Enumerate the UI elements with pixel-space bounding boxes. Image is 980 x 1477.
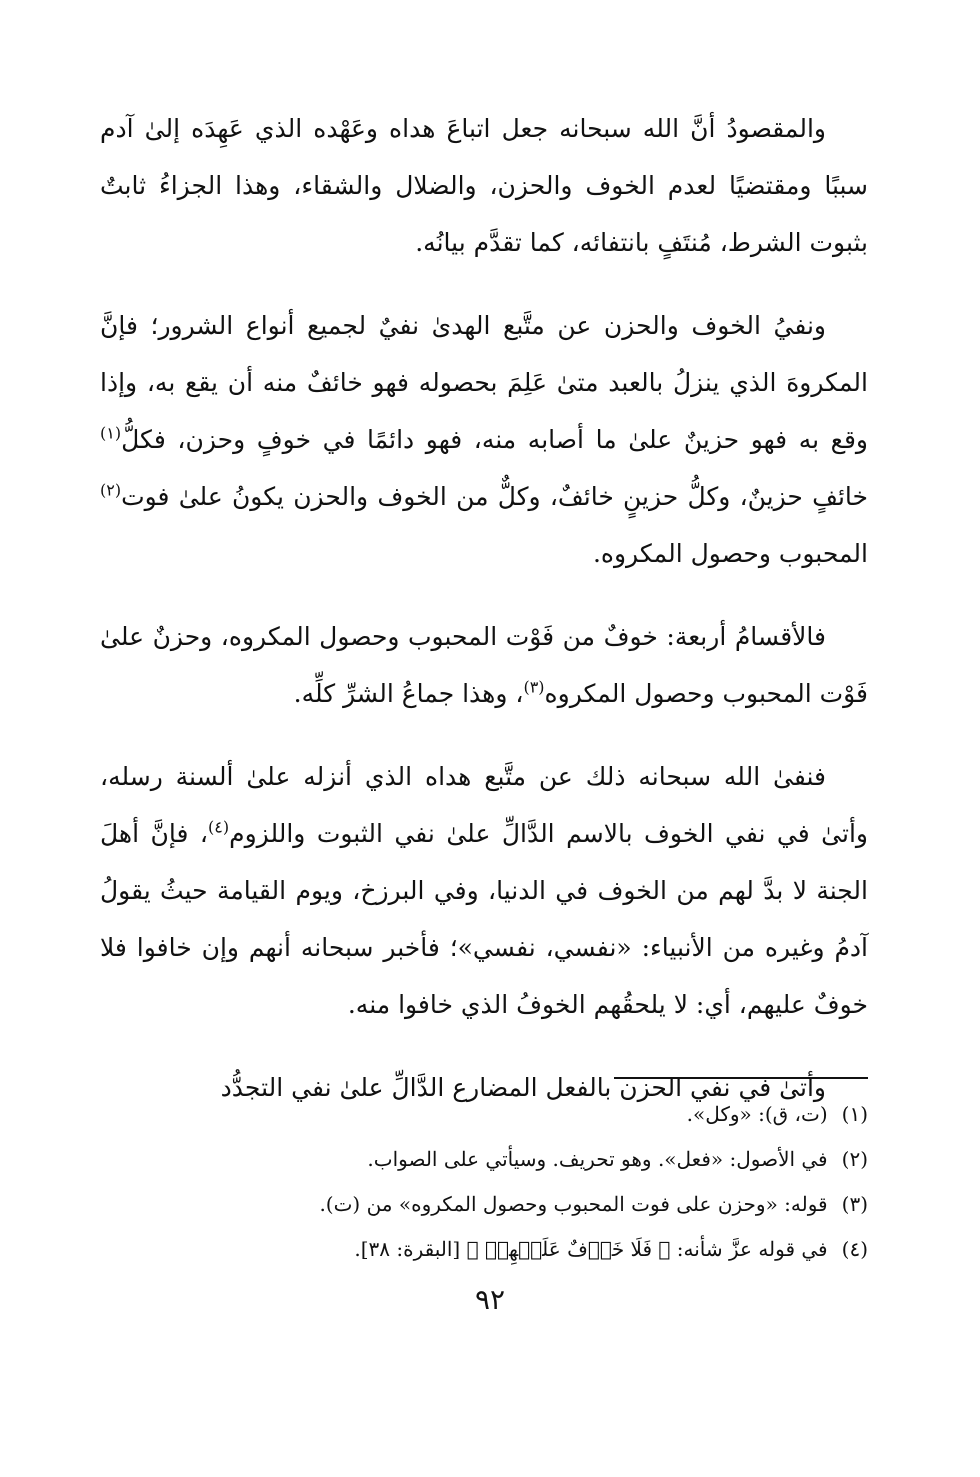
paragraph: وأتىٰ في نفي الحزن بالفعل المضارع الدَّالِّ علىٰ نفي التجدُّد — [220, 1073, 826, 1102]
footnotes — [100, 1092, 868, 1272]
footnote — [100, 1227, 868, 1272]
footnote-marker[interactable]: (١) — [100, 423, 122, 443]
footnote-marker[interactable]: (٣) — [523, 677, 545, 697]
footnote-number: (١) — [841, 1102, 868, 1126]
paragraph: والمقصودُ أنَّ الله سبحانه جعل اتباعَ هداه وعَهْده الذي عَهِدَه إلىٰ آدم سببًا ومقتضيًا لعدم الخوف والحزن، والضلال والشقاء، وهذا الجزاءُ ثابتٌ بثبوت الشرط، مُنتَفٍ بانتفائه، كما تقدَّم بيانُه. — [100, 114, 868, 257]
footnote-number: (٢) — [841, 1147, 868, 1171]
footnote-marker[interactable]: (٢) — [100, 480, 122, 500]
footnote-marker[interactable]: (٤) — [208, 817, 230, 837]
footnote-text: في قوله عزَّ شأنه: ﴿ فَلَا خَوۡفٌ عَلَيۡهِمۡ ﴾ [البقرة: ٣٨]. — [354, 1237, 828, 1261]
main-text — [100, 100, 868, 1116]
paragraph: ونفيُ الخوف والحزن عن متَّبع الهدىٰ نفيٌ لجميع أنواع الشرور؛ فإنَّ المكروهَ الذي ينزلُ بالعبد متىٰ عَلِمَ بحصوله فهو خائفٌ منه أن يقع به، وإذا وقع به فهو حزينٌ علىٰ ما أصابه منه، فهو دائمًا في خوفٍ وحزن، فكلُّ$^{(١)}$ خائفٍ حزينٌ، وكلُّ حزينٍ خائفٌ، وكلٌّ من الخوف والحزن يكونُ علىٰ فوت$^{(٢)}$ المحبوب وحصول المكروه. — [100, 311, 868, 568]
footnote-text: في الأصول: «فعل». وهو تحريف. وسيأتي على الصواب. — [367, 1147, 828, 1171]
footnote — [100, 1137, 868, 1182]
footnote — [100, 1182, 868, 1227]
footnote — [100, 1092, 868, 1137]
footnote-number: (٣) — [841, 1192, 868, 1216]
footnote-text: (ت، ق): «وكل». — [686, 1102, 828, 1126]
footnote-text: قوله: «وحزن على فوت المحبوب وحصول المكروه» من (ت). — [319, 1192, 828, 1216]
footnote-number: (٤) — [841, 1237, 868, 1261]
paragraph: فنفىٰ الله سبحانه ذلك عن متَّبع هداه الذي أنزله علىٰ ألسنة رسله، وأتىٰ في نفي الخوف بالاسم الدَّالِّ علىٰ نفي الثبوت واللزوم$^{(٤)}$، فإنَّ أهلَ الجنة لا بدَّ لهم من الخوف في الدنيا، وفي البرزخ، ويوم القيامة حيثُ يقولُ آدمُ وغيره من الأنبياء: «نفسي، نفسي»؛ فأخبر سبحانه أنهم وإن خافوا فلا خوفٌ عليهم، أي: لا يلحقُهم الخوفُ الذي خافوا منه. — [100, 762, 868, 1019]
paragraph: فالأقسامُ أربعة: خوفٌ من فَوْت المحبوب وحصول المكروه، وحزنٌ علىٰ فَوْت المحبوب وحصول المكروه$^{(٣)}$، وهذا جماعُ الشرِّ كلِّه. — [100, 622, 868, 708]
footnote-separator — [614, 1077, 868, 1079]
page-number: ٩٢ — [474, 1283, 506, 1316]
